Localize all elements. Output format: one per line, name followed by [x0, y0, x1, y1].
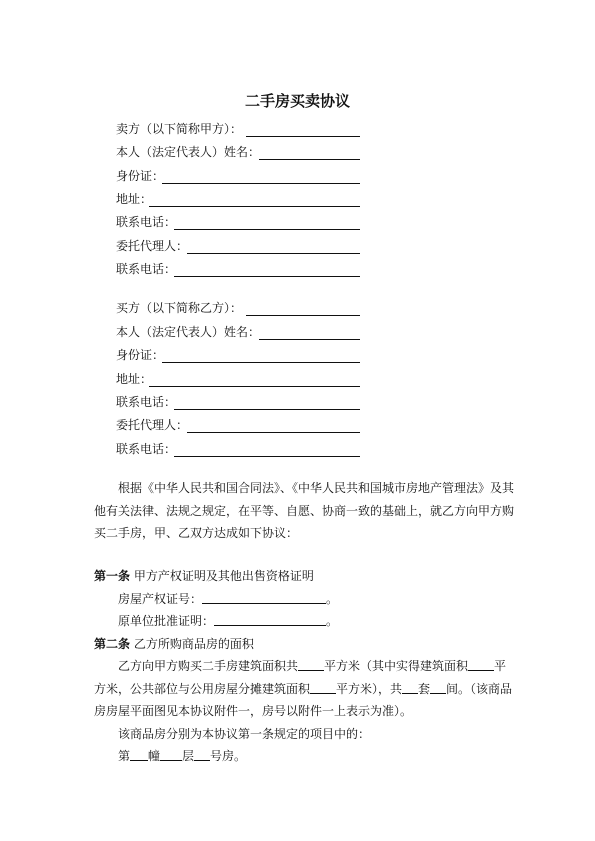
- area-paragraph: [94, 655, 514, 723]
- buyer-agent-phone-label: 联系电话：: [116, 442, 177, 456]
- unit-row: [94, 745, 514, 768]
- approval-label: 原单位批准证明：: [118, 614, 215, 628]
- shared-area-blank[interactable]: [310, 680, 336, 694]
- articles-section: [94, 565, 514, 768]
- article2-title: 乙方所购商品房的面积: [133, 636, 254, 651]
- buyer-agent-phone-blank[interactable]: [174, 441, 360, 457]
- buyer-rep-label: 本人（法定代表人）姓名：: [116, 325, 261, 339]
- buyer-address-blank[interactable]: [149, 371, 360, 387]
- approval-blank[interactable]: [214, 612, 326, 626]
- seller-rep-blank[interactable]: [259, 144, 360, 160]
- intro-section: [94, 477, 514, 545]
- seller-address-label: 地址：: [116, 192, 153, 206]
- seller-id-blank[interactable]: [162, 168, 360, 184]
- buyer-agent-blank[interactable]: [187, 417, 360, 433]
- article1-heading-line: [94, 565, 514, 588]
- cert-blank[interactable]: [202, 590, 326, 604]
- floor-blank[interactable]: [160, 747, 182, 761]
- building-blank[interactable]: [130, 747, 148, 761]
- cert-label: 房屋产权证号：: [118, 591, 203, 606]
- actual-area-blank[interactable]: [468, 657, 494, 671]
- room-number-blank[interactable]: [194, 747, 210, 761]
- seller-agent-phone-label: 联系电话：: [116, 262, 177, 276]
- seller-address-blank[interactable]: [149, 191, 360, 207]
- article1-number: 第一条: [94, 569, 131, 583]
- buyer-agent-label: 委托代理人：: [116, 418, 189, 432]
- document-title: 二手房买卖协议: [244, 92, 350, 110]
- area-text-2: 平方米（其中实得建筑面积: [324, 659, 469, 673]
- seller-phone-label: 联系电话：: [116, 215, 177, 229]
- approval-row: [94, 610, 514, 633]
- unit-text-1: 第: [118, 749, 131, 763]
- approval-period: 。: [326, 614, 339, 628]
- seller-id-label: 身份证：: [116, 169, 165, 183]
- article2-number: 第二条: [94, 636, 131, 651]
- sets-blank[interactable]: [402, 680, 418, 694]
- seller-agent-label: 委托代理人：: [116, 239, 189, 253]
- total-area-blank[interactable]: [298, 657, 324, 671]
- intro-paragraph: 根据《中华人民共和国合同法》、《中华人民共和国城市房地产管理法》及其他有关法律、法规之规定，在平等、自愿、协商一致的基础上，就乙方向甲方购买二手房，甲、乙双方达成如下协议：: [94, 481, 515, 540]
- buyer-id-label: 身份证：: [116, 348, 165, 362]
- located-paragraph: 该商品房分别为本协议第一条规定的项目中的：: [118, 726, 371, 741]
- seller-party-label: 卖方（以下简称甲方）：: [116, 122, 243, 136]
- unit-text-2: 幢: [148, 749, 161, 763]
- buyer-phone-blank[interactable]: [174, 394, 360, 410]
- area-text-1: 乙方向甲方购买二手房建筑面积共: [118, 659, 299, 673]
- area-text-6: 间。（该商品房房屋平面图见本协议附件一，房号以附件一上表示为准）。: [94, 681, 513, 718]
- cert-row: [94, 588, 514, 611]
- cert-period: 。: [326, 591, 339, 606]
- seller-name-blank[interactable]: [246, 121, 360, 137]
- buyer-rep-blank[interactable]: [259, 324, 360, 340]
- buyer-party-label: 买方（以下简称乙方）：: [116, 301, 243, 315]
- buyer-name-blank[interactable]: [246, 300, 360, 316]
- seller-agent-phone-blank[interactable]: [174, 261, 360, 277]
- article1-title: 甲方产权证明及其他出售资格证明: [133, 569, 314, 583]
- area-text-5: 套: [418, 681, 431, 696]
- area-text-4: 平方米），共: [336, 681, 403, 696]
- article2-heading-line: [94, 633, 514, 656]
- buyer-phone-label: 联系电话：: [116, 395, 177, 409]
- unit-text-4: 号房。: [210, 749, 247, 763]
- unit-text-3: 层: [182, 749, 195, 763]
- rooms-blank[interactable]: [430, 680, 446, 694]
- area-text-3: 平方米，公共部位与公用房屋分摊建筑面积: [94, 659, 507, 696]
- seller-phone-blank[interactable]: [174, 214, 360, 230]
- seller-agent-blank[interactable]: [187, 238, 360, 254]
- buyer-address-label: 地址：: [116, 372, 153, 386]
- buyer-id-blank[interactable]: [162, 347, 360, 363]
- seller-rep-label: 本人（法定代表人）姓名：: [116, 145, 261, 159]
